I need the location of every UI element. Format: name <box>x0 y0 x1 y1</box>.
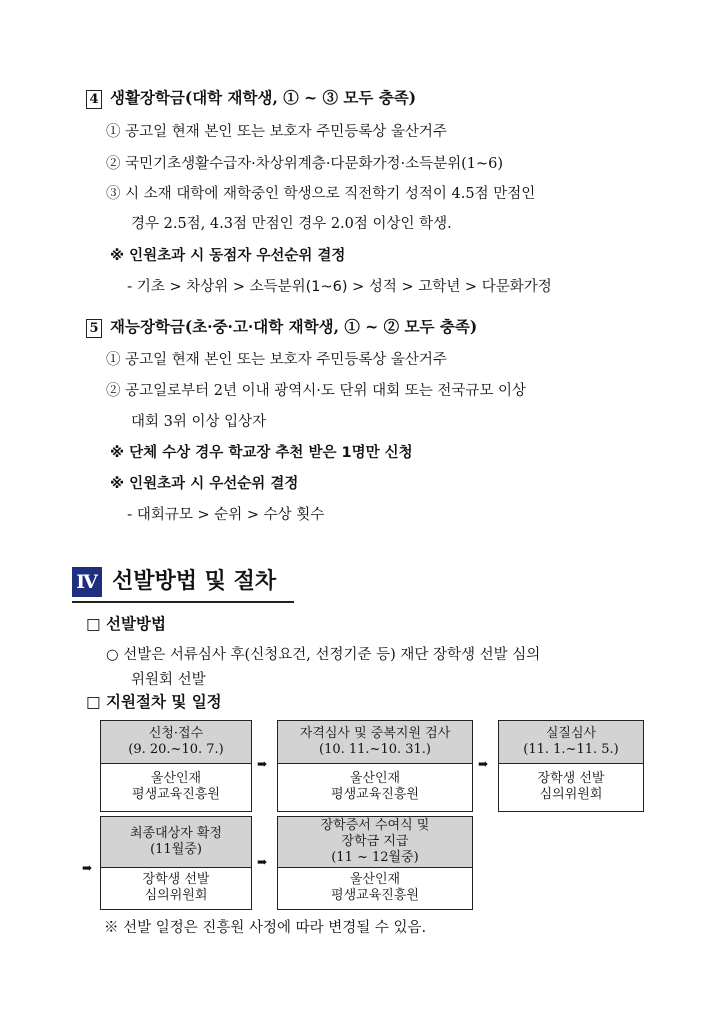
schedule-footnote: ※ 선발 일정은 진흥원 사정에 따라 변경될 수 있음. <box>104 920 427 936</box>
step-award-title-1: 장학증서 수여식 및 <box>320 818 430 833</box>
step-screening-title: 자격심사 및 중복지원 검사 <box>299 726 451 741</box>
s5-item-2-cont: 대회 3위 이상 입상자 <box>131 414 267 430</box>
arrow-icon: ➡ <box>257 757 268 771</box>
step-award-org-2: 평생교육진흥원 <box>331 888 419 903</box>
procedure-heading: □ 지원절차 및 일정 <box>86 692 222 711</box>
section-underline <box>72 601 294 603</box>
step-award-title-2: 장학금 지급 <box>341 834 409 849</box>
step-apply <box>100 720 252 812</box>
s4-item-1: ① 공고일 현재 본인 또는 보호자 주민등록상 울산거주 <box>106 124 447 140</box>
s4-note: ※ 인원초과 시 동점자 우선순위 결정 <box>110 248 346 264</box>
step-apply-org-2: 평생교육진흥원 <box>132 787 220 802</box>
s4-item-3: ③ 시 소재 대학에 재학중인 학생으로 직전학기 성적이 4.5점 만점인 <box>106 186 536 202</box>
step-apply-title: 신청·접수 <box>148 726 204 741</box>
step-apply-org-1: 울산인재 <box>150 771 202 786</box>
section-title: 선발방법 및 절차 <box>112 569 277 594</box>
section-4-number: 4 <box>86 90 102 109</box>
step-screening-org-2: 평생교육진흥원 <box>331 787 419 802</box>
step-final <box>100 816 252 910</box>
s4-item-3-cont: 경우 2.5점, 4.3점 만점인 경우 2.0점 이상인 학생. <box>131 216 452 232</box>
step-review <box>498 720 644 812</box>
method-heading: □ 선발방법 <box>86 614 166 633</box>
s5-item-2: ② 공고일로부터 2년 이내 광역시·도 단위 대회 또는 전국규모 이상 <box>106 383 526 399</box>
step-final-date: (11월중) <box>150 842 202 857</box>
s4-priority: - 기초 > 차상위 > 소득분위(1~6) > 성적 > 고학년 > 다문화가정 <box>127 279 552 295</box>
step-final-title: 최종대상자 확정 <box>129 826 223 841</box>
method-line-2: 위원회 선발 <box>131 672 206 688</box>
s5-note-2: ※ 인원초과 시 우선순위 결정 <box>110 476 299 492</box>
section-roman-badge: Ⅳ <box>72 567 102 597</box>
step-award-org-1: 울산인재 <box>349 872 401 887</box>
step-award-date: (11 ~ 12월중) <box>331 850 419 865</box>
method-line-1: ○ 선발은 서류심사 후(신청요건, 선정기준 등) 재단 장학생 선발 심의 <box>106 647 541 663</box>
step-review-org-1: 장학생 선발 <box>537 771 605 786</box>
step-review-title: 실질심사 <box>545 726 597 741</box>
arrow-icon: ➡ <box>478 757 489 771</box>
s5-item-1: ① 공고일 현재 본인 또는 보호자 주민등록상 울산거주 <box>106 352 447 368</box>
s5-note-1: ※ 단체 수상 경우 학교장 추천 받은 1명만 신청 <box>110 445 413 461</box>
step-review-org-2: 심의위원회 <box>539 787 603 802</box>
section-4-title: 생활장학금(대학 재학생, ① ~ ③ 모두 충족) <box>110 88 417 107</box>
s4-item-2: ② 국민기초생활수급자·차상위계층·다문화가정·소득분위(1~6) <box>106 156 504 172</box>
step-final-org-2: 심의위원회 <box>144 888 208 903</box>
section-5-title: 재능장학금(초·중·고·대학 재학생, ① ~ ② 모두 충족) <box>110 317 478 336</box>
section-5-heading <box>86 315 477 338</box>
section-4-heading <box>86 86 416 109</box>
section-5-number: 5 <box>86 319 102 338</box>
step-review-date: (11. 1.~11. 5.) <box>523 742 619 757</box>
step-screening-date: (10. 11.~10. 31.) <box>319 742 431 757</box>
step-award <box>277 816 473 910</box>
step-final-org-1: 장학생 선발 <box>142 872 210 887</box>
s5-priority: - 대회규모 > 순위 > 수상 횟수 <box>127 507 325 523</box>
step-screening <box>277 720 473 812</box>
arrow-icon: ➡ <box>257 855 268 869</box>
step-screening-org-1: 울산인재 <box>349 771 401 786</box>
step-apply-date: (9. 20.~10. 7.) <box>128 742 224 757</box>
arrow-icon: ➡ <box>82 861 93 875</box>
